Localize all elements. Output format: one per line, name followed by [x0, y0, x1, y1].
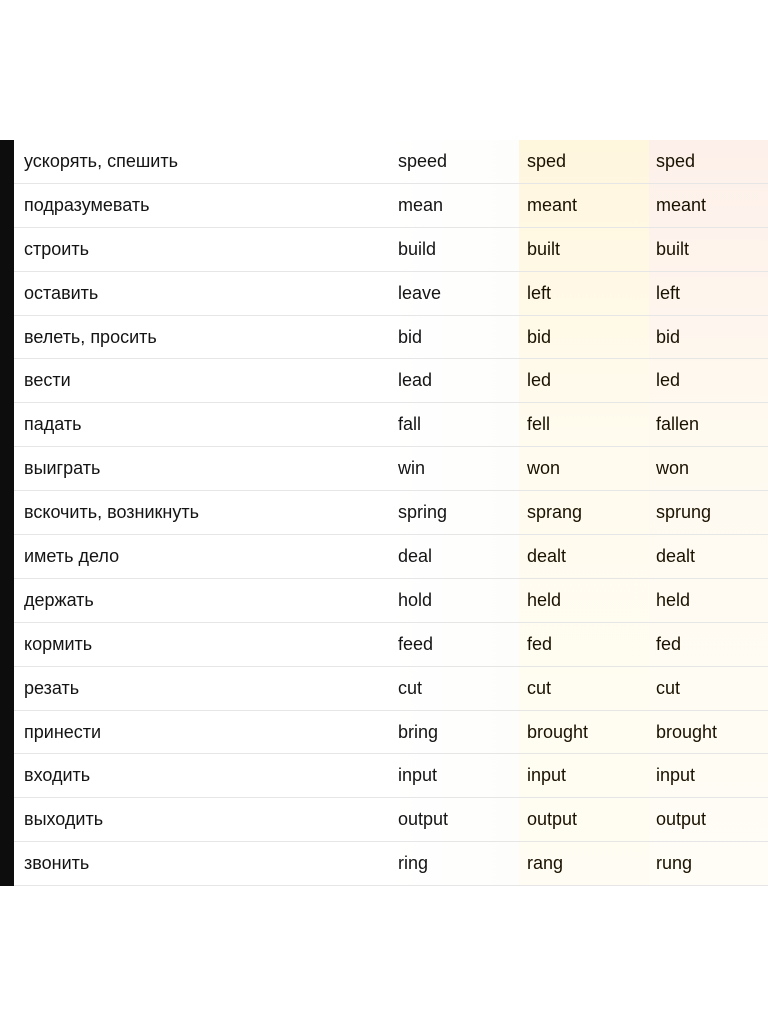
table-row	[14, 140, 768, 184]
russian-translation-cell: кормить	[24, 633, 93, 654]
past-simple-cell: brought	[527, 721, 589, 742]
table-rows	[14, 140, 768, 886]
infinitive-cell: hold	[398, 589, 433, 610]
past-participle-cell: brought	[656, 721, 718, 742]
past-participle-cell: fallen	[656, 414, 700, 435]
past-simple-cell: sped	[527, 150, 567, 171]
past-participle-cell: led	[656, 370, 681, 391]
table-row	[14, 359, 768, 403]
russian-translation-cell: держать	[24, 589, 94, 610]
past-simple-cell: rang	[527, 853, 564, 874]
infinitive-cell: bring	[398, 721, 439, 742]
past-simple-cell: won	[527, 458, 561, 479]
russian-translation-cell: выходить	[24, 809, 104, 830]
infinitive-cell: mean	[398, 194, 444, 215]
russian-translation-cell: падать	[24, 414, 82, 435]
past-participle-cell: held	[656, 589, 691, 610]
past-participle-cell: output	[656, 809, 707, 830]
infinitive-cell: cut	[398, 677, 423, 698]
russian-translation-cell: принести	[24, 721, 102, 742]
infinitive-cell: output	[398, 809, 449, 830]
past-participle-cell: built	[656, 238, 690, 259]
table-row	[14, 579, 768, 623]
past-simple-cell: led	[527, 370, 552, 391]
table-row	[14, 798, 768, 842]
table-row	[14, 316, 768, 360]
russian-translation-cell: строить	[24, 238, 89, 259]
russian-translation-cell: иметь дело	[24, 545, 120, 566]
past-simple-cell: cut	[527, 677, 552, 698]
table-row	[14, 711, 768, 755]
past-participle-cell: input	[656, 765, 696, 786]
infinitive-cell: lead	[398, 370, 433, 391]
past-participle-cell: sped	[656, 150, 696, 171]
table-row	[14, 754, 768, 798]
past-participle-cell: won	[656, 458, 690, 479]
russian-translation-cell: подразумевать	[24, 194, 150, 215]
infinitive-cell: bid	[398, 326, 423, 347]
table-row	[14, 623, 768, 667]
past-simple-cell: held	[527, 589, 562, 610]
past-participle-cell: rung	[656, 853, 693, 874]
past-participle-cell: cut	[656, 677, 681, 698]
past-participle-cell: left	[656, 282, 681, 303]
past-participle-cell: sprung	[656, 502, 712, 523]
russian-translation-cell: велеть, просить	[24, 326, 157, 347]
russian-translation-cell: выиграть	[24, 458, 101, 479]
table-row	[14, 491, 768, 535]
past-participle-cell: fed	[656, 633, 682, 654]
past-simple-cell: dealt	[527, 545, 567, 566]
past-participle-cell: bid	[656, 326, 681, 347]
past-simple-cell: bid	[527, 326, 552, 347]
irregular-verbs-table	[0, 140, 768, 886]
past-participle-cell: dealt	[656, 545, 696, 566]
past-simple-cell: fed	[527, 633, 553, 654]
infinitive-cell: input	[398, 765, 438, 786]
table-row	[14, 842, 768, 886]
infinitive-cell: feed	[398, 633, 434, 654]
russian-translation-cell: звонить	[24, 853, 90, 874]
infinitive-cell: speed	[398, 150, 448, 171]
past-simple-cell: input	[527, 765, 567, 786]
infinitive-cell: spring	[398, 502, 448, 523]
infinitive-cell: build	[398, 238, 437, 259]
table-row	[14, 667, 768, 711]
left-edge-bar	[0, 140, 14, 886]
table-row	[14, 535, 768, 579]
table-row	[14, 403, 768, 447]
infinitive-cell: leave	[398, 282, 442, 303]
past-simple-cell: output	[527, 809, 578, 830]
russian-translation-cell: входить	[24, 765, 91, 786]
table-row	[14, 447, 768, 491]
infinitive-cell: ring	[398, 853, 429, 874]
infinitive-cell: win	[398, 458, 426, 479]
past-simple-cell: built	[527, 238, 561, 259]
infinitive-cell: fall	[398, 414, 422, 435]
past-simple-cell: left	[527, 282, 552, 303]
table-row	[14, 228, 768, 272]
russian-translation-cell: оставить	[24, 282, 99, 303]
table-row	[14, 184, 768, 228]
past-participle-cell: meant	[656, 194, 707, 215]
russian-translation-cell: вскочить, возникнуть	[24, 502, 199, 523]
russian-translation-cell: вести	[24, 370, 71, 391]
past-simple-cell: fell	[527, 414, 551, 435]
past-simple-cell: sprang	[527, 502, 583, 523]
infinitive-cell: deal	[398, 545, 433, 566]
past-simple-cell: meant	[527, 194, 578, 215]
table-row	[14, 272, 768, 316]
russian-translation-cell: ускорять, спешить	[24, 150, 178, 171]
russian-translation-cell: резать	[24, 677, 80, 698]
